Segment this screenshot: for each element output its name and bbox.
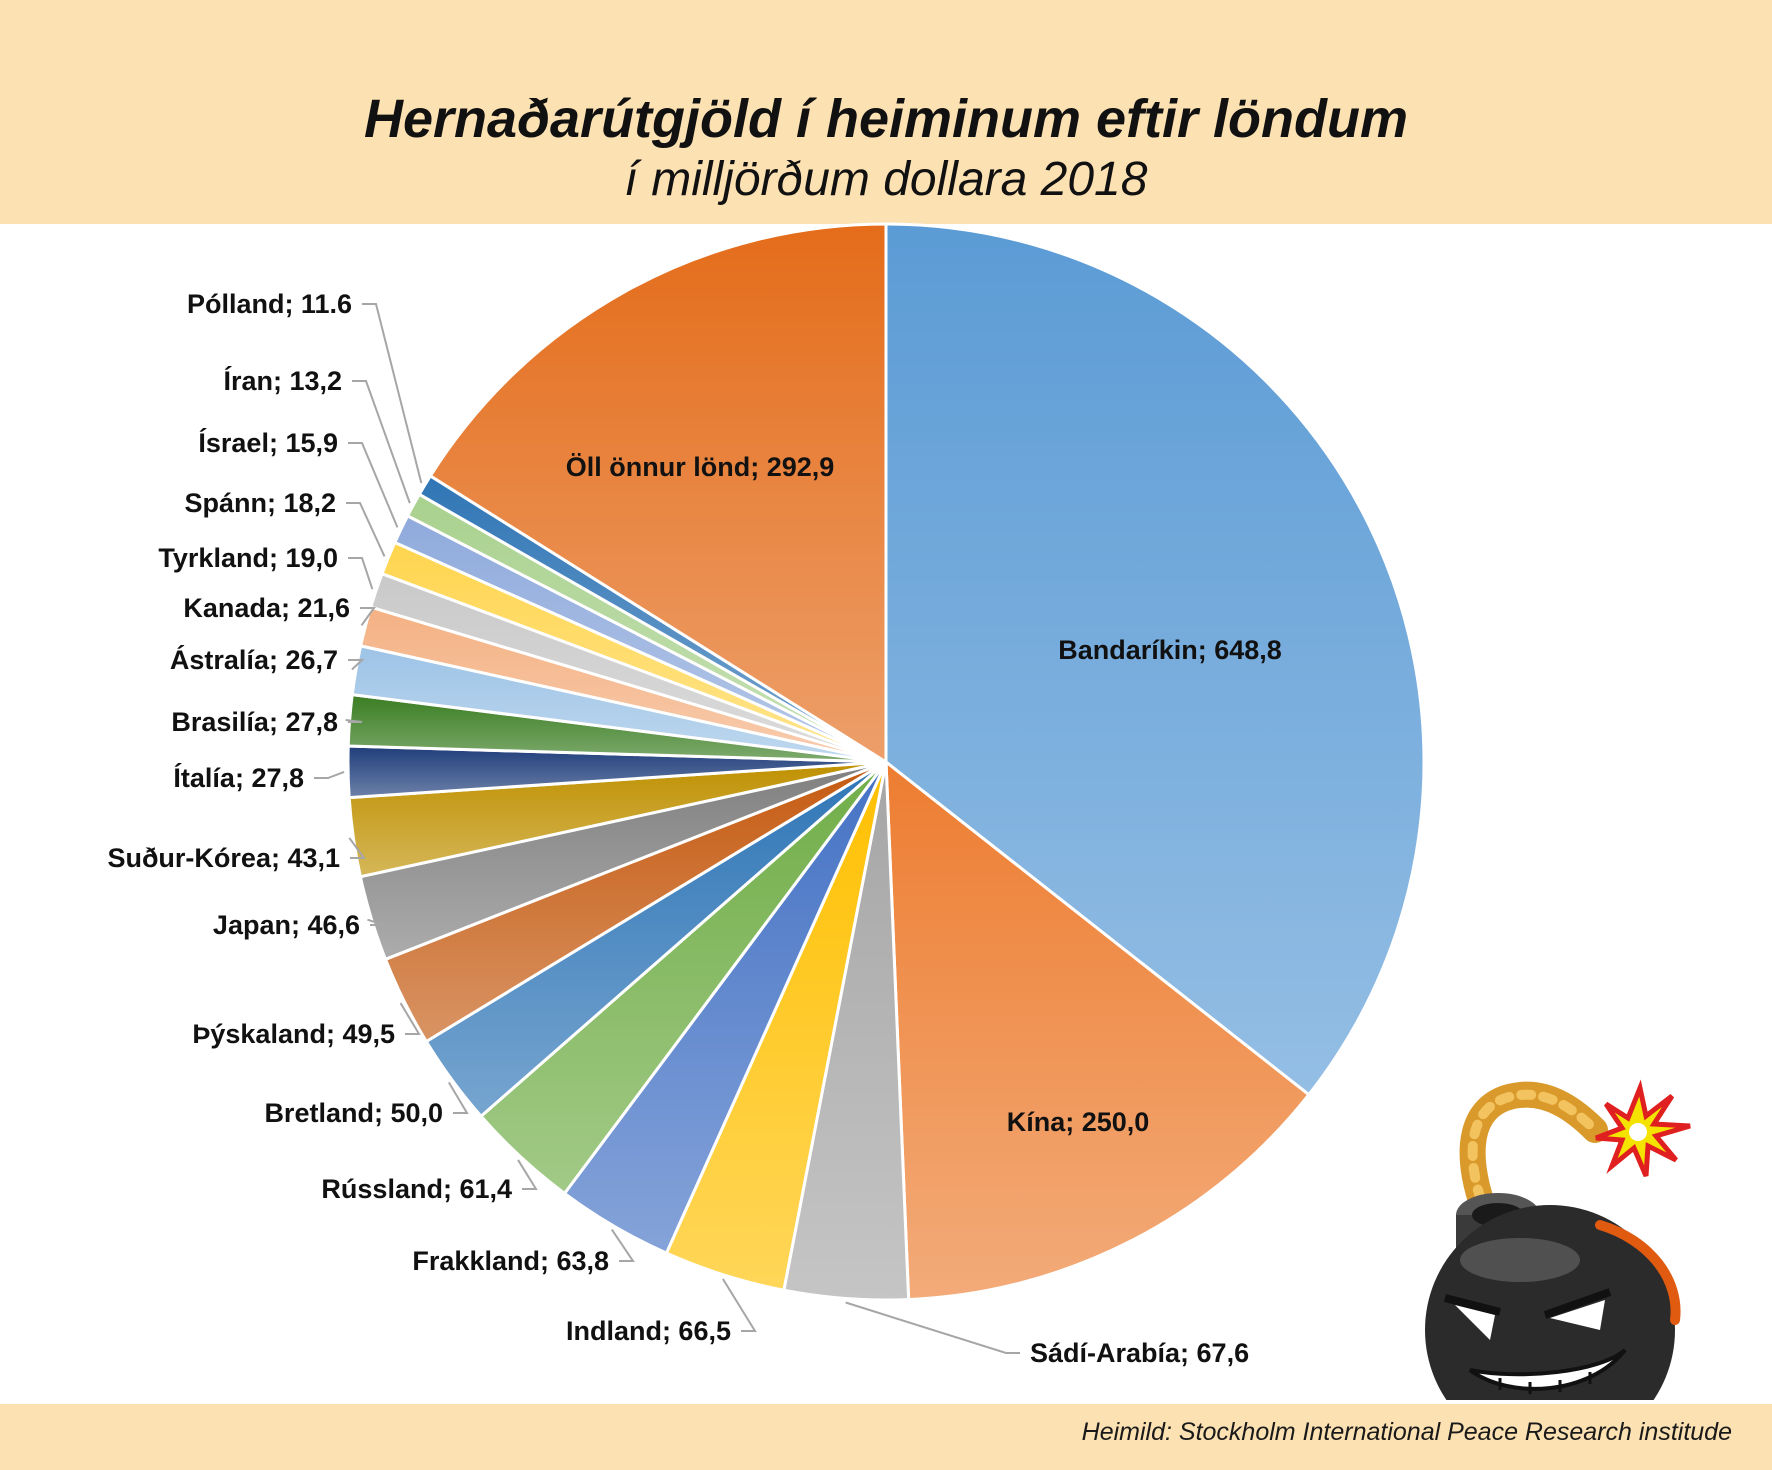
slice-label-tyrkland: Tyrkland; 19,0 (158, 543, 338, 573)
slice-label-polland: Pólland; 11.6 (186, 289, 352, 319)
leader-line-sadi-arabia (846, 1302, 1020, 1353)
slice-label-kanada: Kanada; 21,6 (183, 593, 350, 623)
slice-label-sadi-arabia: Sádí-Arabía; 67,6 (1030, 1338, 1250, 1368)
slice-label-bandarikin: Bandaríkin; 648,8 (1058, 635, 1282, 665)
slice-label-japan: Japan; 46,6 (212, 910, 360, 940)
chart-subtitle: í milljörðum dollara 2018 (624, 153, 1148, 206)
bomb-icon (1400, 1000, 1740, 1400)
leader-line-italia (314, 772, 344, 778)
slice-label-italia: Ítalía; 27,8 (173, 763, 304, 793)
slice-label-iran: Íran; 13,2 (223, 366, 342, 396)
leader-line-israel (348, 443, 397, 527)
leader-line-tyrkland (348, 558, 372, 589)
slice-label-thyskaland: Þýskaland; 49,5 (192, 1019, 395, 1049)
slice-label-sudur-korea: Suður-Kórea; 43,1 (107, 843, 340, 873)
slice-label-oll-onnur-lond: Öll önnur lönd; 292,9 (565, 452, 835, 482)
slice-label-russland: Rússland; 61,4 (321, 1174, 512, 1204)
slice-label-astralia: Ástralía; 26,7 (169, 645, 338, 675)
slice-label-kina: Kína; 250,0 (1006, 1107, 1150, 1137)
chart-title: Hernaðarútgjöld í heiminum eftir löndum (363, 89, 1409, 149)
source-note: Heimild: Stockholm International Peace Research institude (1081, 1418, 1732, 1446)
slice-label-bretland: Bretland; 50,0 (264, 1098, 443, 1128)
leader-line-spann (346, 503, 384, 556)
slice-label-frakkland: Frakkland; 63,8 (412, 1246, 609, 1276)
slice-label-brasilia: Brasilía; 27,8 (171, 707, 338, 737)
slice-label-israel: Ísrael; 15,9 (198, 428, 338, 458)
slice-label-indland: Indland; 66,5 (565, 1316, 731, 1346)
slice-label-spann: Spánn; 18,2 (184, 488, 336, 518)
